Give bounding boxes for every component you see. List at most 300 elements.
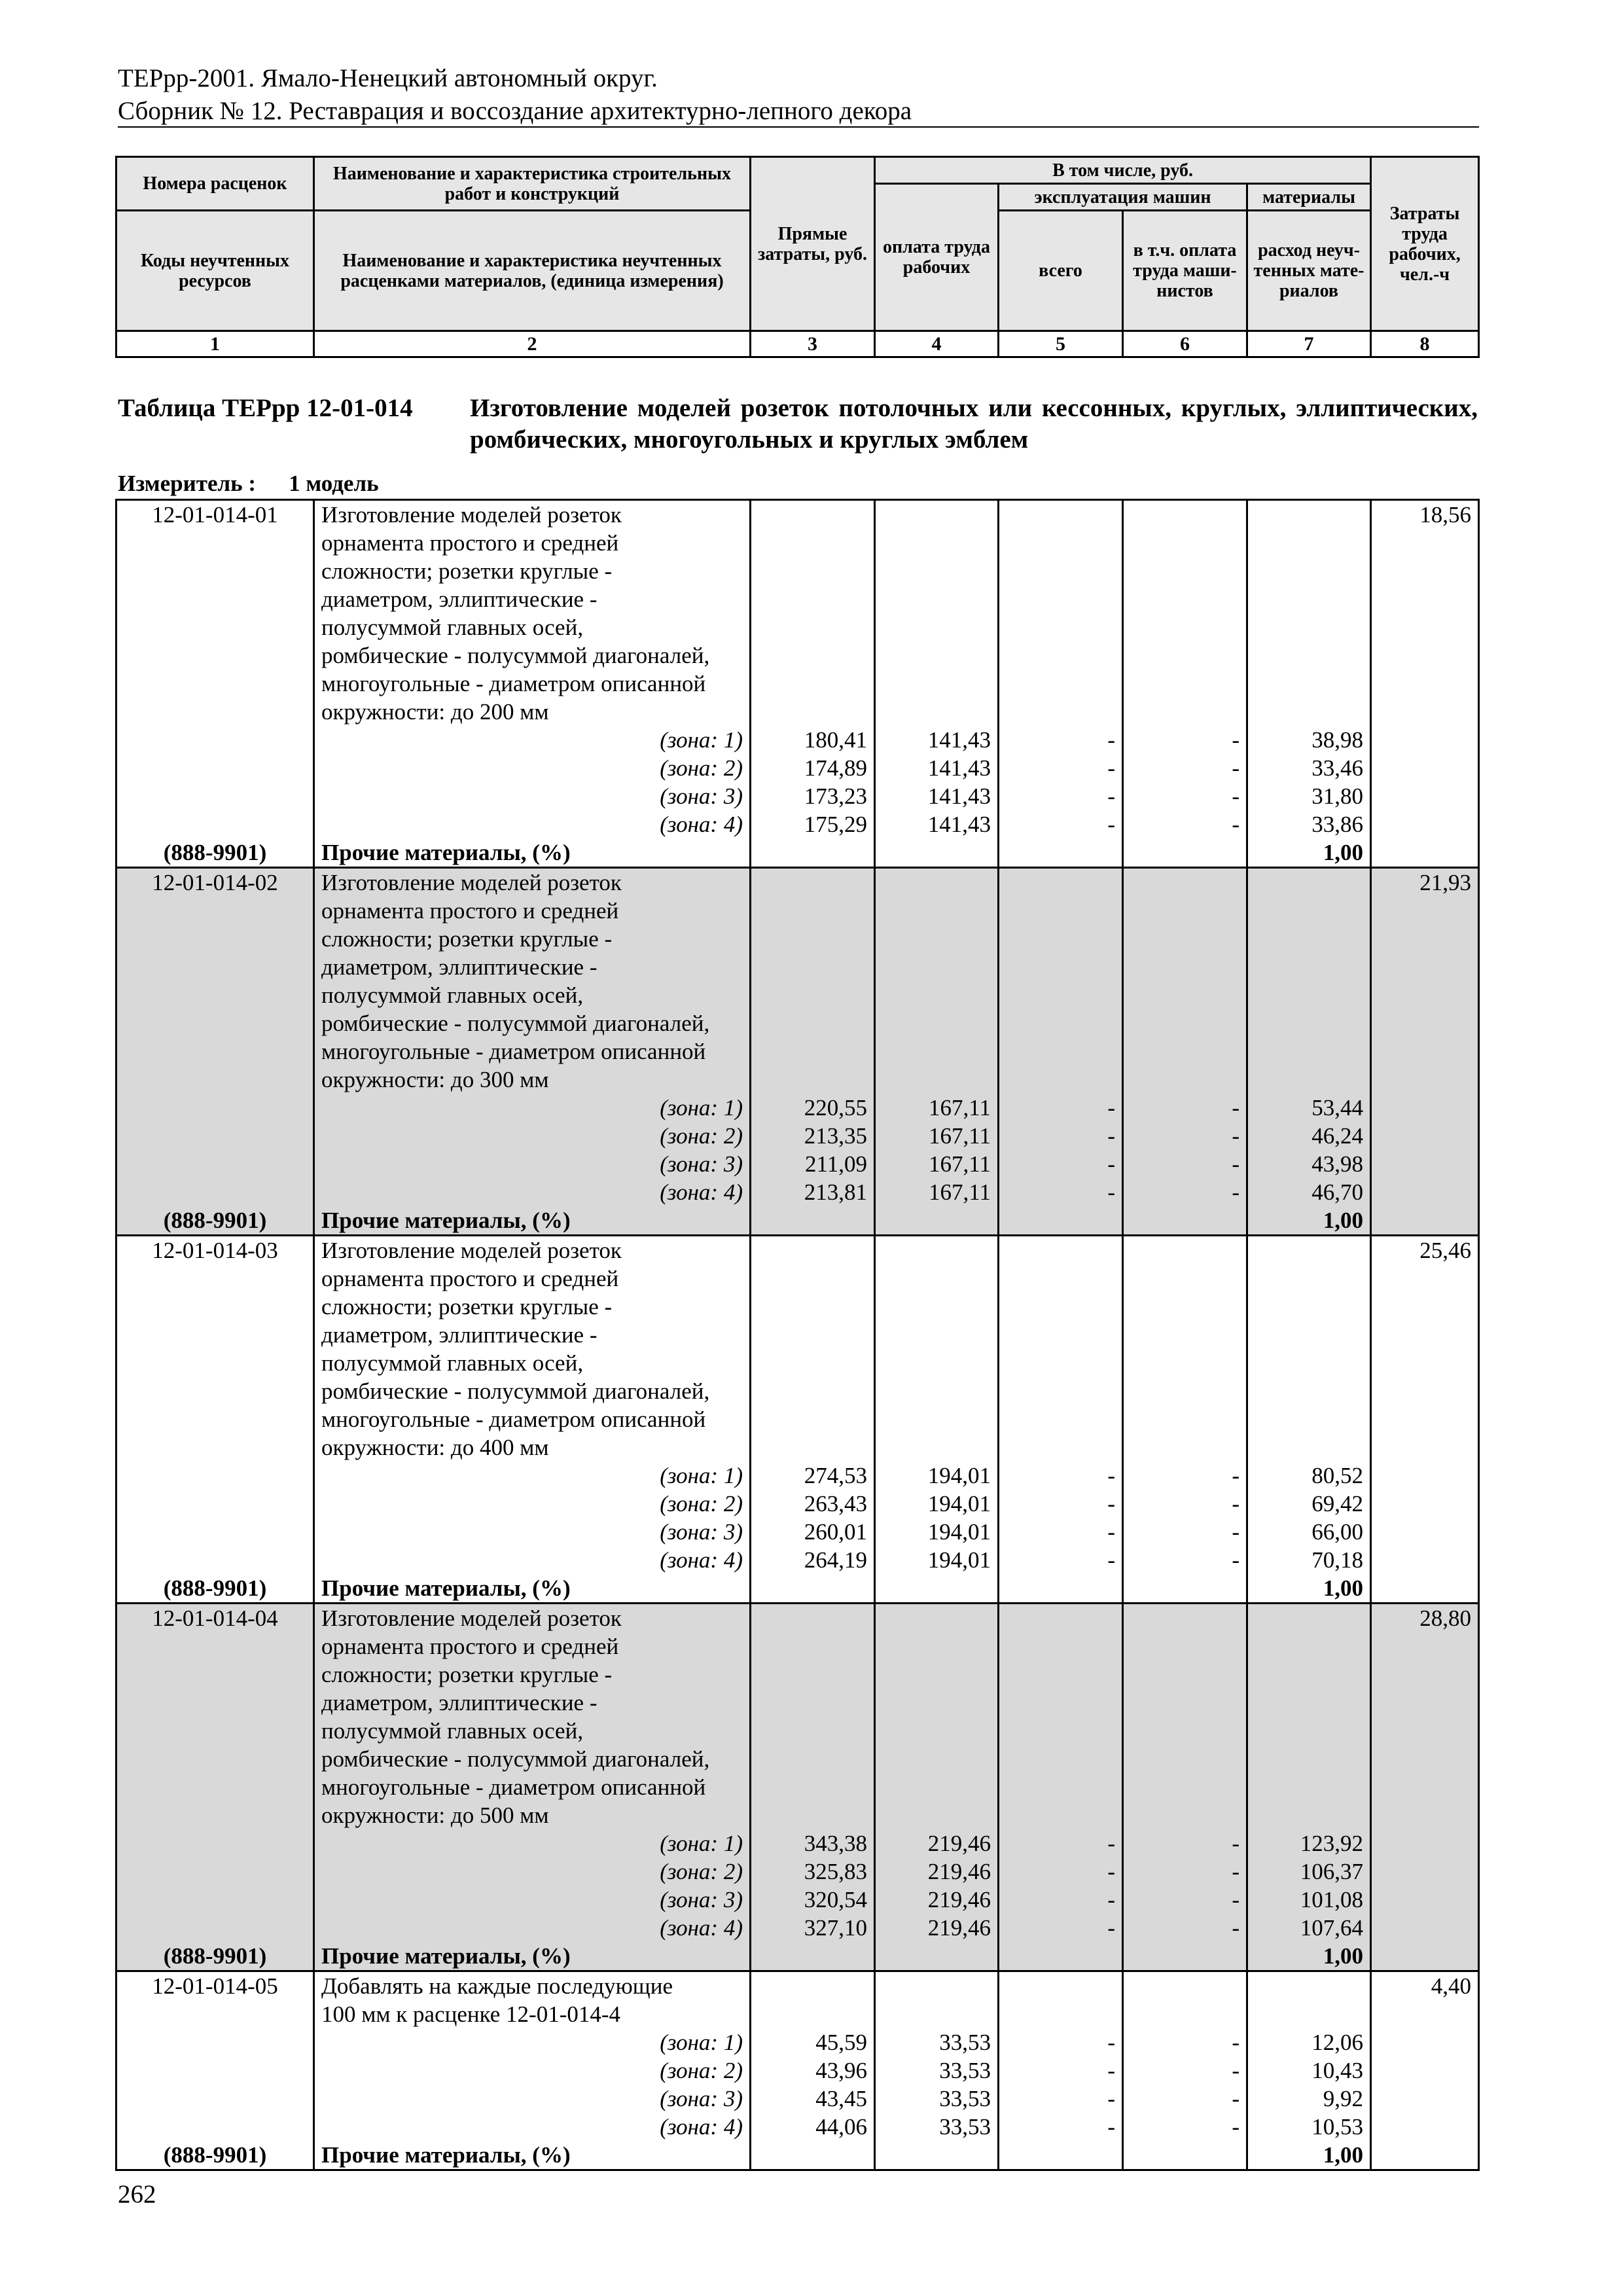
measure-label: Измеритель : bbox=[118, 471, 257, 496]
table-row bbox=[116, 641, 1479, 670]
empty-cell bbox=[999, 1405, 1123, 1433]
rate-description-line: орнамента простого и средней bbox=[314, 897, 751, 925]
material-cost: 70,18 bbox=[1247, 1546, 1371, 1574]
direct-cost: 43,96 bbox=[751, 2056, 875, 2085]
direct-cost: 260,01 bbox=[751, 1518, 875, 1546]
header-line-2: Сборник № 12. Реставрация и воссоздание архитектурно-лепного декора bbox=[118, 97, 912, 125]
empty-cell bbox=[999, 1745, 1123, 1773]
empty-cell bbox=[1371, 897, 1479, 925]
labor-cost: 28,80 bbox=[1371, 1604, 1479, 1633]
column-number: 1 bbox=[116, 331, 314, 357]
empty-cell bbox=[1123, 897, 1247, 925]
empty-cell bbox=[999, 1801, 1123, 1829]
operator-pay: - bbox=[1123, 2056, 1247, 2085]
empty-cell bbox=[1371, 1490, 1479, 1518]
empty-cell bbox=[1123, 1349, 1247, 1377]
direct-cost: 213,81 bbox=[751, 1178, 875, 1206]
table-row bbox=[116, 1236, 1479, 1265]
empty-cell bbox=[751, 925, 875, 953]
table-row bbox=[116, 868, 1479, 897]
resource-name: Прочие материалы, (%) bbox=[314, 838, 751, 868]
empty-cell bbox=[1123, 1574, 1247, 1604]
rate-description-line: диаметром, эллиптические - bbox=[314, 1321, 751, 1349]
col1-subheader: Коды неучтенных ресурсов bbox=[116, 211, 314, 331]
empty-cell bbox=[875, 1745, 999, 1773]
empty-cell bbox=[1371, 2056, 1479, 2085]
table-row bbox=[116, 1066, 1479, 1094]
empty-cell bbox=[116, 782, 314, 810]
table-row bbox=[116, 557, 1479, 585]
empty-cell bbox=[875, 925, 999, 953]
group-header: В том числе, руб. bbox=[875, 157, 1371, 184]
material-cost: 101,08 bbox=[1247, 1886, 1371, 1914]
empty-cell bbox=[1123, 1037, 1247, 1066]
empty-cell bbox=[999, 2000, 1123, 2028]
empty-cell bbox=[1247, 1293, 1371, 1321]
empty-cell bbox=[1247, 1066, 1371, 1094]
empty-cell bbox=[999, 1206, 1123, 1236]
empty-cell bbox=[1371, 1206, 1479, 1236]
table-row bbox=[116, 670, 1479, 698]
empty-cell bbox=[875, 953, 999, 981]
rate-description-line: Добавлять на каждые последующие bbox=[314, 1971, 751, 2001]
zone-label: (зона: 4) bbox=[314, 1914, 751, 1942]
empty-cell bbox=[999, 1717, 1123, 1745]
material-cost: 33,86 bbox=[1247, 810, 1371, 838]
resource-code: (888-9901) bbox=[116, 838, 314, 868]
empty-cell bbox=[1123, 925, 1247, 953]
machine-cost: - bbox=[999, 1122, 1123, 1150]
direct-cost: 180,41 bbox=[751, 726, 875, 754]
table-row bbox=[116, 1660, 1479, 1689]
empty-cell bbox=[1371, 1178, 1479, 1206]
resource-name: Прочие материалы, (%) bbox=[314, 2141, 751, 2170]
empty-cell bbox=[751, 953, 875, 981]
empty-cell bbox=[751, 1971, 875, 2001]
column-number: 3 bbox=[751, 331, 875, 357]
empty-cell bbox=[116, 726, 314, 754]
machine-cost: - bbox=[999, 1857, 1123, 1886]
zone-label: (зона: 2) bbox=[314, 1857, 751, 1886]
empty-cell bbox=[1247, 670, 1371, 698]
empty-cell bbox=[116, 1066, 314, 1094]
column-header-table bbox=[115, 156, 1480, 358]
col3-header: Прямые затраты, руб. bbox=[751, 157, 875, 331]
empty-cell bbox=[1371, 1433, 1479, 1462]
worker-pay: 167,11 bbox=[875, 1178, 999, 1206]
empty-cell bbox=[875, 585, 999, 613]
empty-cell bbox=[999, 1009, 1123, 1037]
empty-cell bbox=[1123, 2141, 1247, 2170]
empty-cell bbox=[751, 698, 875, 726]
zone-row bbox=[116, 782, 1479, 810]
empty-cell bbox=[751, 1660, 875, 1689]
worker-pay: 141,43 bbox=[875, 810, 999, 838]
zone-label: (зона: 2) bbox=[314, 2056, 751, 2085]
empty-cell bbox=[116, 2056, 314, 2085]
zone-label: (зона: 1) bbox=[314, 1462, 751, 1490]
col8-header: Затраты труда рабочих, чел.-ч bbox=[1371, 157, 1479, 331]
empty-cell bbox=[751, 585, 875, 613]
empty-cell bbox=[999, 1321, 1123, 1349]
resource-consumption: 1,00 bbox=[1247, 1942, 1371, 1971]
empty-cell bbox=[1247, 1009, 1371, 1037]
empty-cell bbox=[1371, 2141, 1479, 2170]
empty-cell bbox=[116, 1405, 314, 1433]
empty-cell bbox=[1371, 1829, 1479, 1857]
machine-cost: - bbox=[999, 1546, 1123, 1574]
empty-cell bbox=[999, 557, 1123, 585]
direct-cost: 220,55 bbox=[751, 1094, 875, 1122]
direct-cost: 213,35 bbox=[751, 1122, 875, 1150]
zone-row bbox=[116, 1150, 1479, 1178]
rate-description-line: орнамента простого и средней bbox=[314, 1632, 751, 1660]
zone-row bbox=[116, 2056, 1479, 2085]
table-row bbox=[116, 1632, 1479, 1660]
table-row bbox=[116, 1377, 1479, 1405]
empty-cell bbox=[116, 2028, 314, 2056]
empty-cell bbox=[999, 1265, 1123, 1293]
zone-row bbox=[116, 1094, 1479, 1122]
empty-cell bbox=[875, 1405, 999, 1433]
empty-cell bbox=[116, 1265, 314, 1293]
empty-cell bbox=[1371, 1660, 1479, 1689]
empty-cell bbox=[875, 1037, 999, 1066]
empty-cell bbox=[116, 1122, 314, 1150]
empty-cell bbox=[1247, 981, 1371, 1009]
table-row bbox=[116, 1405, 1479, 1433]
empty-cell bbox=[751, 1377, 875, 1405]
empty-cell bbox=[751, 1293, 875, 1321]
empty-cell bbox=[116, 585, 314, 613]
material-cost: 9,92 bbox=[1247, 2085, 1371, 2113]
empty-cell bbox=[1371, 810, 1479, 838]
empty-cell bbox=[875, 1066, 999, 1094]
rate-description-line: многоугольные - диаметром описанной bbox=[314, 1405, 751, 1433]
empty-cell bbox=[1123, 1236, 1247, 1265]
machine-cost: - bbox=[999, 782, 1123, 810]
rate-description-line: ромбические - полусуммой диагоналей, bbox=[314, 1745, 751, 1773]
direct-cost: 43,45 bbox=[751, 2085, 875, 2113]
empty-cell bbox=[116, 1717, 314, 1745]
worker-pay: 141,43 bbox=[875, 726, 999, 754]
empty-cell bbox=[1247, 1037, 1371, 1066]
empty-cell bbox=[1371, 670, 1479, 698]
rate-description-line: полусуммой главных осей, bbox=[314, 613, 751, 641]
material-cost: 38,98 bbox=[1247, 726, 1371, 754]
zone-row bbox=[116, 1518, 1479, 1546]
rate-description-line: многоугольные - диаметром описанной bbox=[314, 670, 751, 698]
empty-cell bbox=[1123, 529, 1247, 557]
rate-description-line: многоугольные - диаметром описанной bbox=[314, 1037, 751, 1066]
empty-cell bbox=[875, 1265, 999, 1293]
machines-header: эксплуатация машин bbox=[999, 184, 1247, 211]
empty-cell bbox=[116, 1094, 314, 1122]
machine-cost: - bbox=[999, 754, 1123, 782]
empty-cell bbox=[751, 1321, 875, 1349]
empty-cell bbox=[751, 1604, 875, 1633]
empty-cell bbox=[1247, 925, 1371, 953]
rate-description-line: ромбические - полусуммой диагоналей, bbox=[314, 1377, 751, 1405]
table-row bbox=[116, 1433, 1479, 1462]
column-number: 2 bbox=[314, 331, 751, 357]
empty-cell bbox=[1123, 838, 1247, 868]
empty-cell bbox=[751, 1009, 875, 1037]
empty-cell bbox=[116, 529, 314, 557]
empty-cell bbox=[1247, 1801, 1371, 1829]
empty-cell bbox=[116, 1321, 314, 1349]
table-row bbox=[116, 1009, 1479, 1037]
empty-cell bbox=[1371, 925, 1479, 953]
labor-cost: 18,56 bbox=[1371, 500, 1479, 529]
material-cost: 43,98 bbox=[1247, 1150, 1371, 1178]
empty-cell bbox=[1371, 1773, 1479, 1801]
empty-cell bbox=[875, 1377, 999, 1405]
empty-cell bbox=[1123, 1377, 1247, 1405]
col4-header: оплата труда рабочих bbox=[875, 184, 999, 331]
operator-pay: - bbox=[1123, 782, 1247, 810]
operator-pay: - bbox=[1123, 1829, 1247, 1857]
worker-pay: 167,11 bbox=[875, 1150, 999, 1178]
direct-cost: 320,54 bbox=[751, 1886, 875, 1914]
empty-cell bbox=[875, 1604, 999, 1633]
empty-cell bbox=[1371, 1914, 1479, 1942]
direct-cost: 274,53 bbox=[751, 1462, 875, 1490]
empty-cell bbox=[1371, 838, 1479, 868]
empty-cell bbox=[116, 670, 314, 698]
empty-cell bbox=[1247, 500, 1371, 529]
empty-cell bbox=[116, 1490, 314, 1518]
table-row bbox=[116, 1717, 1479, 1745]
empty-cell bbox=[1371, 1518, 1479, 1546]
empty-cell bbox=[875, 1009, 999, 1037]
empty-cell bbox=[1123, 1801, 1247, 1829]
rate-description-line: Изготовление моделей розеток bbox=[314, 1604, 751, 1633]
table-row bbox=[116, 925, 1479, 953]
empty-cell bbox=[116, 981, 314, 1009]
empty-cell bbox=[116, 557, 314, 585]
zone-label: (зона: 2) bbox=[314, 1122, 751, 1150]
machine-cost: - bbox=[999, 1829, 1123, 1857]
operator-pay: - bbox=[1123, 2113, 1247, 2141]
empty-cell bbox=[1371, 1745, 1479, 1773]
machine-cost: - bbox=[999, 1094, 1123, 1122]
empty-cell bbox=[751, 500, 875, 529]
worker-pay: 219,46 bbox=[875, 1857, 999, 1886]
empty-cell bbox=[1371, 2113, 1479, 2141]
empty-cell bbox=[1123, 1717, 1247, 1745]
empty-cell bbox=[1123, 953, 1247, 981]
machine-cost: - bbox=[999, 2056, 1123, 2085]
empty-cell bbox=[875, 2000, 999, 2028]
zone-label: (зона: 2) bbox=[314, 1490, 751, 1518]
direct-cost: 325,83 bbox=[751, 1857, 875, 1886]
machine-cost: - bbox=[999, 2113, 1123, 2141]
empty-cell bbox=[999, 1660, 1123, 1689]
empty-cell bbox=[875, 670, 999, 698]
zone-label: (зона: 3) bbox=[314, 2085, 751, 2113]
rate-description-line: сложности; розетки круглые - bbox=[314, 557, 751, 585]
rate-description-line: диаметром, эллиптические - bbox=[314, 953, 751, 981]
empty-cell bbox=[1371, 1574, 1479, 1604]
direct-cost: 175,29 bbox=[751, 810, 875, 838]
empty-cell bbox=[116, 897, 314, 925]
empty-cell bbox=[1247, 1660, 1371, 1689]
empty-cell bbox=[1371, 1037, 1479, 1066]
table-row bbox=[116, 613, 1479, 641]
material-cost: 12,06 bbox=[1247, 2028, 1371, 2056]
empty-cell bbox=[1371, 782, 1479, 810]
table-row bbox=[116, 1773, 1479, 1801]
zone-row bbox=[116, 1914, 1479, 1942]
rate-description-line: многоугольные - диаметром описанной bbox=[314, 1773, 751, 1801]
empty-cell bbox=[999, 1942, 1123, 1971]
empty-cell bbox=[1247, 1632, 1371, 1660]
resource-name: Прочие материалы, (%) bbox=[314, 1942, 751, 1971]
empty-cell bbox=[1123, 981, 1247, 1009]
header-line-1: ТЕРрр-2001. Ямало-Ненецкий автономный округ. bbox=[118, 64, 658, 92]
worker-pay: 194,01 bbox=[875, 1546, 999, 1574]
empty-cell bbox=[875, 1773, 999, 1801]
empty-cell bbox=[875, 1689, 999, 1717]
empty-cell bbox=[1371, 557, 1479, 585]
empty-cell bbox=[116, 1914, 314, 1942]
machine-cost: - bbox=[999, 1914, 1123, 1942]
empty-cell bbox=[751, 1349, 875, 1377]
empty-cell bbox=[1371, 1066, 1479, 1094]
empty-cell bbox=[116, 2113, 314, 2141]
resource-name: Прочие материалы, (%) bbox=[314, 1574, 751, 1604]
empty-cell bbox=[1247, 953, 1371, 981]
table-row bbox=[116, 897, 1479, 925]
rate-code: 12-01-014-03 bbox=[116, 1236, 314, 1265]
empty-cell bbox=[1247, 1349, 1371, 1377]
empty-cell bbox=[875, 500, 999, 529]
empty-cell bbox=[875, 1660, 999, 1689]
table-row bbox=[116, 981, 1479, 1009]
material-cost: 10,43 bbox=[1247, 2056, 1371, 2085]
empty-cell bbox=[999, 868, 1123, 897]
rate-description-line: сложности; розетки круглые - bbox=[314, 1293, 751, 1321]
empty-cell bbox=[999, 953, 1123, 981]
empty-cell bbox=[999, 2141, 1123, 2170]
empty-cell bbox=[751, 670, 875, 698]
empty-cell bbox=[751, 1689, 875, 1717]
worker-pay: 141,43 bbox=[875, 754, 999, 782]
empty-cell bbox=[1247, 1265, 1371, 1293]
machine-cost: - bbox=[999, 810, 1123, 838]
table-row bbox=[116, 1604, 1479, 1633]
table-row bbox=[116, 1265, 1479, 1293]
direct-cost: 327,10 bbox=[751, 1914, 875, 1942]
empty-cell bbox=[875, 529, 999, 557]
empty-cell bbox=[875, 641, 999, 670]
rate-description-line: полусуммой главных осей, bbox=[314, 1349, 751, 1377]
col2-subheader: Наименование и характеристика неучтенных расценками материалов, (единица измерения) bbox=[314, 211, 751, 331]
measure-line bbox=[118, 470, 379, 497]
zone-row bbox=[116, 754, 1479, 782]
materials-header: материалы bbox=[1247, 184, 1371, 211]
worker-pay: 194,01 bbox=[875, 1462, 999, 1490]
empty-cell bbox=[1123, 1265, 1247, 1293]
empty-cell bbox=[1371, 1689, 1479, 1717]
resource-consumption: 1,00 bbox=[1247, 1206, 1371, 1236]
empty-cell bbox=[1371, 1942, 1479, 1971]
empty-cell bbox=[1247, 2000, 1371, 2028]
empty-cell bbox=[999, 1632, 1123, 1660]
operator-pay: - bbox=[1123, 754, 1247, 782]
table-row bbox=[116, 698, 1479, 726]
empty-cell bbox=[1247, 1773, 1371, 1801]
worker-pay: 194,01 bbox=[875, 1518, 999, 1546]
empty-cell bbox=[875, 1433, 999, 1462]
empty-cell bbox=[751, 641, 875, 670]
empty-cell bbox=[999, 1689, 1123, 1717]
table-row bbox=[116, 1293, 1479, 1321]
zone-label: (зона: 4) bbox=[314, 1178, 751, 1206]
empty-cell bbox=[1247, 529, 1371, 557]
zone-label: (зона: 4) bbox=[314, 810, 751, 838]
table-row bbox=[116, 1321, 1479, 1349]
empty-cell bbox=[116, 953, 314, 981]
resource-row bbox=[116, 1574, 1479, 1604]
empty-cell bbox=[751, 1037, 875, 1066]
labor-cost: 25,46 bbox=[1371, 1236, 1479, 1265]
empty-cell bbox=[116, 1829, 314, 1857]
zone-row bbox=[116, 1829, 1479, 1857]
col2-header: Наименование и характеристика строительных работ и конструкций bbox=[314, 157, 751, 211]
empty-cell bbox=[875, 613, 999, 641]
empty-cell bbox=[999, 925, 1123, 953]
empty-cell bbox=[1371, 2085, 1479, 2113]
empty-cell bbox=[751, 981, 875, 1009]
material-cost: 53,44 bbox=[1247, 1094, 1371, 1122]
empty-cell bbox=[1371, 1009, 1479, 1037]
material-cost: 31,80 bbox=[1247, 782, 1371, 810]
machine-cost: - bbox=[999, 2028, 1123, 2056]
empty-cell bbox=[116, 698, 314, 726]
rate-description-line: ромбические - полусуммой диагоналей, bbox=[314, 641, 751, 670]
empty-cell bbox=[751, 1773, 875, 1801]
material-cost: 10,53 bbox=[1247, 2113, 1371, 2141]
rate-description-line: окружности: до 500 мм bbox=[314, 1801, 751, 1829]
resource-code: (888-9901) bbox=[116, 1206, 314, 1236]
rate-description-line: полусуммой главных осей, bbox=[314, 981, 751, 1009]
worker-pay: 167,11 bbox=[875, 1122, 999, 1150]
worker-pay: 219,46 bbox=[875, 1886, 999, 1914]
empty-cell bbox=[751, 557, 875, 585]
empty-cell bbox=[1371, 2000, 1479, 2028]
empty-cell bbox=[999, 1574, 1123, 1604]
resource-name: Прочие материалы, (%) bbox=[314, 1206, 751, 1236]
table-row bbox=[116, 1689, 1479, 1717]
empty-cell bbox=[116, 1150, 314, 1178]
operator-pay: - bbox=[1123, 2085, 1247, 2113]
empty-cell bbox=[875, 2141, 999, 2170]
empty-cell bbox=[116, 754, 314, 782]
zone-label: (зона: 4) bbox=[314, 2113, 751, 2141]
empty-cell bbox=[751, 1801, 875, 1829]
zone-row bbox=[116, 1857, 1479, 1886]
empty-cell bbox=[1247, 1971, 1371, 2001]
empty-cell bbox=[751, 1717, 875, 1745]
empty-cell bbox=[1247, 897, 1371, 925]
zone-row bbox=[116, 1122, 1479, 1150]
empty-cell bbox=[116, 1433, 314, 1462]
rate-description-line: орнамента простого и средней bbox=[314, 529, 751, 557]
empty-cell bbox=[1123, 557, 1247, 585]
empty-cell bbox=[999, 1037, 1123, 1066]
